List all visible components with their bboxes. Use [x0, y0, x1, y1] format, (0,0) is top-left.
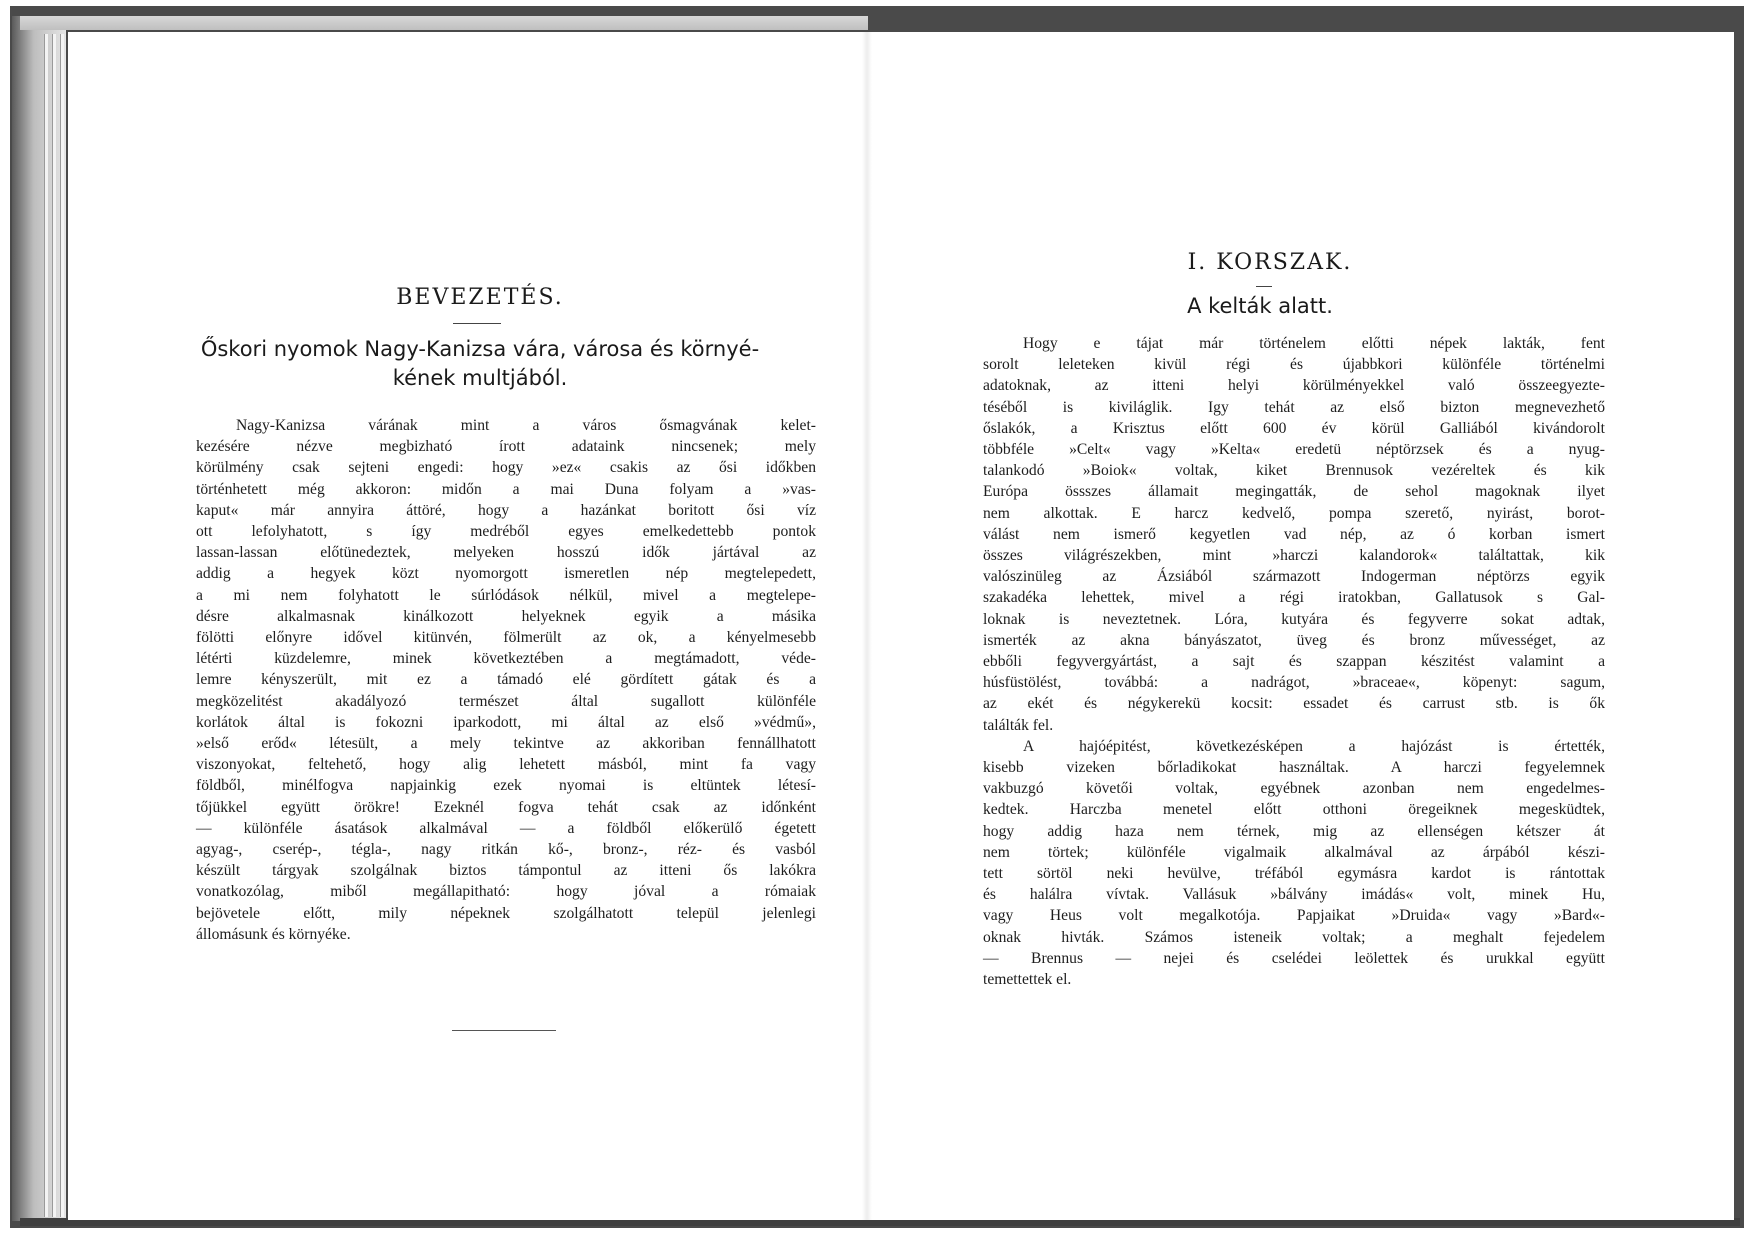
text-line: bejövetele előtt, mily népeknek szolgálhatott települ jelenlegi: [196, 904, 816, 922]
left-chapter-title: BEVEZETÉS.: [396, 285, 564, 310]
title-divider: [453, 323, 501, 324]
right-subtitle: A kelták alatt.: [1187, 294, 1333, 318]
text-line: valószinüleg az Ázsiából származott Indogerman néptörzs egyik: [983, 568, 1605, 586]
text-line: »első erőd« létesült, a mely tekintve az akkoriban fennállhatott: [196, 735, 816, 753]
text-line: tőjükkel együtt örökre! Ezeknél fogva tehát csak az időnként: [196, 798, 816, 816]
book-gutter: [862, 32, 872, 1220]
left-subtitle-line: kének multjából.: [392, 366, 568, 390]
text-line: az ekét és négykerekü kocsit: essadet és carrust stb. is ők: [983, 695, 1605, 713]
text-line: oknak hivták. Számos isteneik voltak; a meghalt fejedelem: [983, 928, 1605, 946]
text-line: adatoknak, az itteni helyi körülményekkel való összeegyezte-: [983, 377, 1605, 395]
text-line: készült tárgyak szolgálnak biztos támpontul az itteni ős lakókra: [196, 862, 816, 880]
text-line: találták fel.: [983, 716, 1054, 734]
text-line: ismerték az akna bányászatot, üveg és bronz művességet, az: [983, 631, 1605, 649]
page-stack-edge: [60, 34, 64, 1217]
text-line: nem alkottak. E harcz kedvelő, pompa szerető, nyirást, borot-: [983, 504, 1605, 522]
text-line: összes világrészekben, mint »harczi kalandorok« találtattak, kik: [983, 547, 1605, 565]
text-line: ott lefolyhatott, s így medréből egyes emelkedettebb pontok: [196, 523, 816, 541]
text-line: lassan-lassan előtünedeztek, melyeken hosszú idők jártával az: [196, 544, 816, 562]
text-line: őslakók, a Krisztus előtt 600 év körül Galliából kivándorolt: [983, 419, 1605, 437]
text-line: temettettek el.: [983, 971, 1072, 989]
text-line: vakbuzgó követői voltak, egyébnek azonban nem engedelmes-: [983, 780, 1605, 798]
title-divider: [1256, 286, 1272, 287]
right-body-text: [983, 333, 1605, 990]
text-line: Hogy e tájat már történelem előtti népek lakták, fent: [1023, 335, 1605, 352]
text-line: Európa össszes államait megingatták, de sehol magoknak ilyet: [983, 483, 1605, 501]
text-line: fölötti előnyre idővel kitünvén, fölmerült az ok, a kényelmesebb: [196, 629, 816, 647]
text-line: Nagy-Kanizsa várának mint a város ősmagvának kelet-: [236, 417, 816, 434]
text-line: nem törtek; különféle vigalmaik alkalmával az árpából készi-: [983, 843, 1605, 861]
text-line: kedtek. Harczba menetel előtt otthoni öregeiknek megesküdtek,: [983, 801, 1605, 819]
text-line: kisebb vizeken bőrladikokat használtak. A harczi fegyelemnek: [983, 759, 1605, 777]
text-line: és halálra vívtak. Vallásuk »bálvány imádás« volt, minek Hu,: [983, 886, 1605, 904]
text-line: désre alkalmasnak kinálkozott helyeknek egyik a másika: [196, 607, 816, 625]
text-line: ebbőli fegyvergyártást, a sajt és szappan készitést valamint a: [983, 653, 1605, 671]
end-divider: [452, 1030, 556, 1031]
page-top-edge: [20, 16, 868, 30]
text-line: loknak is neveztetnek. Lóra, kutyára és fegyverre sokat adtak,: [983, 610, 1605, 628]
text-line: földből, minélfogva napjainkig ezek nyomai is eltüntek létesí-: [196, 777, 816, 795]
book-spine-edge: [12, 16, 66, 1221]
text-line: viszonyokat, feltehető, hogy alig lehetett másból, mint fa vagy: [196, 756, 816, 774]
text-line: kezésére nézve megbizható írott adataink nincsenek; mely: [196, 438, 816, 456]
text-line: — Brennus — nejei és cselédei leölettek és urukkal együtt: [983, 949, 1605, 967]
text-line: A hajóépitést, következésképen a hajózást is értették,: [1023, 737, 1605, 755]
text-line: történhetett még akkoron: midőn a mai Duna folyam a »vas-: [196, 480, 816, 498]
text-line: húsfüstölést, továbbá: a nadrágot, »braceae«, köpenyt: sagum,: [983, 674, 1605, 692]
text-line: a mi nem folyhatott le súrlódások nélkül, mivel a megtelepe-: [196, 586, 816, 604]
text-line: állomásunk és környéke.: [196, 925, 351, 943]
text-line: létérti küzdelemre, minek következtében a megtámadott, véde-: [196, 650, 816, 668]
text-line: téséből is kiviláglik. Igy tehát az első bizton megnevezhető: [983, 398, 1605, 416]
left-subtitle-line: Őskori nyomok Nagy-Kanizsa vára, városa és környé-: [200, 337, 760, 361]
text-line: körülmény csak sejteni engedi: hogy »ez« csakis az ősi időkben: [196, 459, 816, 477]
text-line: — különféle ásatások alkalmával — a földből előkerülő égetett: [196, 819, 816, 837]
text-line: agyag-, cserép-, tégla-, nagy ritkán kő-, bronz-, réz- és vasból: [196, 841, 816, 859]
page-stack-edge: [52, 34, 56, 1217]
text-line: megközelitést akadályozó természet által sugallott különféle: [196, 692, 816, 710]
left-subtitle: [130, 335, 830, 393]
left-body-text: [196, 415, 816, 945]
text-line: tett sörtöl neki hevülve, tréfából egymásra kardot is rántottak: [983, 865, 1605, 883]
text-line: vagy Heus volt megalkotója. Papjaikat »Druida« vagy »Bard«-: [983, 907, 1605, 925]
text-line: sorolt leleteken kivül régi és újabbkori különféle történelmi: [983, 356, 1605, 374]
page-stack-edge: [44, 34, 48, 1217]
text-line: lemre kényszerült, mit ez a támadó elé gördített gátak és a: [196, 671, 816, 689]
text-line: hogy addig haza nem térnek, mig az ellenségen kétszer át: [983, 822, 1605, 840]
text-line: szakadéka lehettek, mivel a régi iratokban, Gallatusok s Gal-: [983, 589, 1605, 607]
text-line: talankodó »Boiok« voltak, kiket Brennusok vezéreltek és kik: [983, 462, 1605, 480]
text-line: válást nem ismerő kegyetlen vad nép, az ó korban ismert: [983, 525, 1605, 543]
text-line: kaput« már annyira áttöré, hogy a hazánkat boritott ősi víz: [196, 501, 816, 519]
right-chapter-title: I. KORSZAK.: [1187, 250, 1353, 275]
text-line: addig a hegyek közt nyomorgott ismeretlen nép megtelepedett,: [196, 565, 816, 583]
text-line: korlátok által is fokozni iparkodott, mi által az első »védmű»,: [196, 713, 816, 731]
text-line: többféle »Celt« vagy »Kelta« eredetü néptörzsek és a nyug-: [983, 441, 1605, 459]
text-line: vonatkozólag, miből megállapitható: hogy jóval a rómaiak: [196, 883, 816, 901]
